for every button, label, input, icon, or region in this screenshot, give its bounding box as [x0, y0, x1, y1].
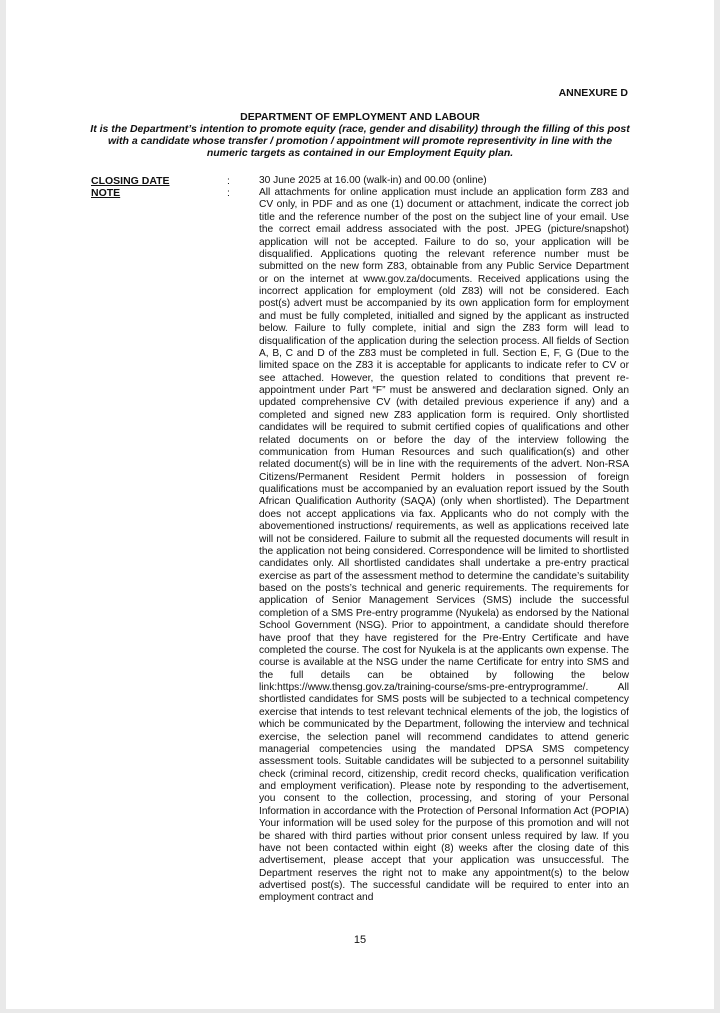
page-frame-right [714, 0, 720, 1013]
department-title: DEPARTMENT OF EMPLOYMENT AND LABOUR [240, 111, 480, 123]
equity-intent-statement: It is the Department’s intention to promote equity (race, gender and disability) through the filling of this post with a candidate whose transfer / promotion / appointment will promote representivity in line with the numeric targets as contained in our Employment Equity plan. [90, 123, 630, 159]
note-label: NOTE [91, 187, 121, 199]
closing-date-colon: : [227, 175, 230, 187]
page-number: 15 [353, 934, 367, 946]
note-colon: : [227, 187, 230, 199]
closing-date-label: CLOSING DATE [91, 175, 170, 187]
document-header [90, 111, 630, 159]
closing-date-value: 30 June 2025 at 16.00 (walk-in) and 00.00 (online) [259, 175, 487, 186]
page-frame-left [0, 0, 6, 1013]
annexure-label: ANNEXURE D [558, 87, 628, 99]
page-frame-bottom [0, 1009, 720, 1013]
note-body-text: All attachments for online application must include an application form Z83 and CV only, in PDF and as one (1) document or attachment, indicate the correct job title and the reference number of the post on the subject line of your email. Use the correct email address associated with the post. JPEG (picture/snapshot) application will not be accepted. Failure to do so, your application will be disqualified. Applications quoting the relevant reference number must be submitted on the new form Z83, obtainable from any Public Service Department or on the internet at www.gov.za/documents. Received applications using the incorrect application for employment (old Z83) will not be considered. Each post(s) advert must be accompanied by its own application form for employment and must be fully completed, initialled and signed by the applicant as instructed below. Failure to fully complete, initial and sign the Z83 form will lead to disqualification of the application during the selection process. All fields of Section A, B, C and D of the Z83 must be completed in full. Section E, F, G (Due to the limited space on the Z83 it is acceptable for applicants to indicate refer to CV or see attached. However, the question related to conditions that prevent re-appointment under Part “F” must be answered and declaration signed. Only an updated comprehensive CV (with detailed previous experience if any) and a completed and signed new Z83 application form is required. Only shortlisted candidates will be required to submit certified copies of qualifications and other related documents on or before the day of the interview following the communication from Human Resources and such qualification(s) and other related document(s) will be in line with the requirements of the advert. Non-RSA Citizens/Permanent Resident Permit holders in possession of foreign qualifications must be accompanied by an evaluation report issued by the South African Qualification Authority (SAQA) (only when shortlisted). The Department does not accept applications via fax. Applicants who do not comply with the abovementioned instructions/ requirements, as well as applications received late will not be considered. Failure to submit all the requested documents will result in the application not being considered. Correspondence will be limited to shortlisted candidates only. All shortlisted candidates shall undertake a pre-entry practical exercise as part of the assessment method to determine the candidate’s suitability based on the posts’s technical and generic requirements. The requirements for application of Senior Management Services (SMS) include the successful completion of a SMS Pre-entry programme (Nyukela) as endorsed by the National School Government (NSG). Prior to appointment, a candidate should therefore have proof that they have registered for the Pre-Entry Certificate and have completed the course. The cost for Nyukela is at the applicants own expense. The course is available at the NSG under the name Certificate for entry into SMS and the full details can be obtained by following the below link:https://www.thensg.gov.za/training-course/sms-pre-entryprogramme/. All shortlisted candidates for SMS posts will be subjected to a technical competency exercise that intends to test relevant technical elements of the job, the logistics of which be communicated by the Department, following the interview and technical exercise, the selection panel will recommend candidates to attend generic managerial competencies using the mandated DPSA SMS competency assessment tools. Suitable candidates will be subjected to a personnel suitability check (criminal record, citizenship, credit record checks, qualification verification and employment verification). Please note by responding to the advertisement, you consent to the collection, processing, and storing of your Personal Information in accordance with the Protection of Personal Information Act (POPIA) Your information will be used soley for the purpose of this promotion and will not be shared with third parties without prior consent unless required by law. If you have not been contacted within eight (8) weeks after the closing date of this advertisement, please accept that your application was unsuccessful. The Department reserves the right not to make any appointment(s) to the below advertised post(s). The successful candidate will be required to enter into an employment contract and [259, 187, 629, 904]
